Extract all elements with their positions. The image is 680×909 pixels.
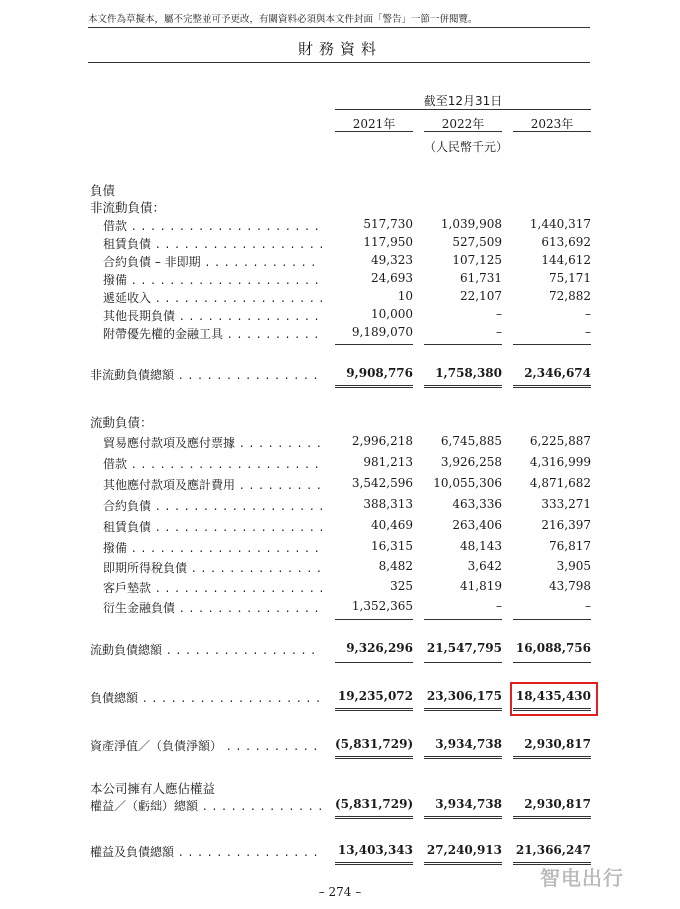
value-2022: 1,039,908 [440,217,502,231]
value-2022: 3,926,258 [440,455,502,469]
current-heading: 流動負債： [90,415,153,430]
value-2023: 4,871,682 [529,476,591,490]
value-2023: 613,692 [541,235,591,249]
value-2023: 72,882 [549,289,591,303]
equity-total-row [0,797,680,815]
value-2022: 41,819 [460,579,502,593]
row-label: 租賃負債 . . . [103,518,322,535]
table-row [0,235,680,253]
subtotal-rule [513,344,591,345]
page-number: – 274 – [318,885,362,899]
subtotal-rule [424,344,502,345]
period-header: 截至12月31日 [423,94,503,108]
value-2021: 325 [390,579,413,593]
value-2022: 3,934,738 [435,797,502,811]
value-2022: – [496,325,502,339]
subtotal-rule [424,662,502,663]
value-2023: 43,798 [549,579,591,593]
year-rule [424,131,502,132]
value-2023: 18,435,430 [515,689,591,703]
year-2022-header: 2022年 [441,117,485,131]
value-2021: 49,323 [371,253,413,267]
table-row [0,253,680,271]
value-2022: 48,143 [460,539,502,553]
value-2022: 23,306,175 [426,689,502,703]
current-total-row [0,641,680,659]
table-row [0,271,680,289]
row-label: 負債總額 . . . [90,689,322,706]
value-2022: 3,642 [467,559,502,573]
row-label: 合約負債 . . . [103,497,322,514]
value-2021: 9,326,296 [346,641,413,655]
value-2023: – [585,325,591,339]
value-2021: 10,000 [371,307,413,321]
subtotal-rule [335,344,413,345]
draft-notice: 本文件為草擬本，屬不完整並可予更改，有關資料必須與本文件封面「警告」一節一併閱覽。 [88,14,478,25]
value-2023: 144,612 [541,253,591,267]
row-label: 撥備 . . . [103,271,322,288]
double-rule [424,816,502,819]
double-rule [424,862,502,865]
year-2021-header: 2021年 [352,117,396,131]
double-rule [424,756,502,759]
double-rule [513,385,591,388]
value-2023: 75,171 [549,271,591,285]
subtotal-rule [335,619,413,620]
table-row [0,579,680,597]
value-2023: 333,271 [541,497,591,511]
subtotal-rule [424,619,502,620]
table-row [0,539,680,557]
top-rule [88,27,590,28]
table-row [0,476,680,494]
period-rule [335,109,591,110]
value-2023: 2,346,674 [524,366,591,380]
subtotal-rule [513,662,591,663]
table-row [0,325,680,343]
double-rule [424,708,502,711]
value-2022: – [496,599,502,613]
table-row [0,455,680,473]
row-label: 即期所得稅負債 . . . [103,559,322,576]
table-row [0,434,680,452]
non-current-heading: 非流動負債： [90,200,166,215]
unit-label: （人民幣千元） [424,140,509,154]
value-2023: – [585,307,591,321]
value-2021: 981,213 [363,455,413,469]
value-2021: 9,908,776 [346,366,413,380]
equity-heading: 本公司擁有人應佔權益 [90,781,216,796]
value-2022: 61,731 [460,271,502,285]
row-label: 其他長期負債 . . . [103,307,322,324]
double-rule [335,385,413,388]
value-2023: 6,225,887 [529,434,591,448]
value-2022: 21,547,795 [426,641,502,655]
title-rule [88,62,590,63]
value-2021: (5,831,729) [335,797,414,811]
subtotal-rule [513,619,591,620]
table-row [0,559,680,577]
row-label: 附帶優先權的金融工具 . . . [103,325,322,342]
value-2022: 22,107 [460,289,502,303]
table-row [0,599,680,617]
row-label: 非流動負債總額 . . . [90,366,322,383]
value-2021: 13,403,343 [337,843,413,857]
double-rule [513,816,591,819]
value-2023: 76,817 [549,539,591,553]
value-2021: 24,693 [371,271,413,285]
value-2021: (5,831,729) [335,737,414,751]
row-label: 貿易應付款項及應付票據 . . . [103,434,322,451]
value-2021: 19,235,072 [337,689,413,703]
row-label: 客戶墊款 . . . [103,579,322,596]
liabilities-heading: 負債 [90,183,116,198]
value-2021: 2,996,218 [351,434,413,448]
value-2022: 263,406 [452,518,502,532]
page-title: 財務資料 [297,40,382,58]
row-label: 借款 . . . [103,455,322,472]
row-label: 流動負債總額 . . . [90,641,322,658]
value-2023: 1,440,317 [529,217,591,231]
value-2023: 21,366,247 [515,843,591,857]
value-2021: 1,352,365 [351,599,413,613]
value-2021: 117,950 [363,235,413,249]
value-2022: 27,240,913 [426,843,502,857]
value-2021: 388,313 [363,497,413,511]
value-2023: – [585,599,591,613]
value-2023: 2,930,817 [524,737,591,751]
value-2023: 3,905 [556,559,591,573]
double-rule [513,756,591,759]
row-label: 撥備 . . . [103,539,322,556]
watermark: 智电出行 [540,866,624,890]
row-label: 其他應付款項及應計費用 . . . [103,476,322,493]
value-2022: – [496,307,502,321]
value-2021: 3,542,596 [351,476,413,490]
subtotal-rule [335,662,413,663]
row-label: 借款 . . . [103,217,322,234]
value-2022: 10,055,306 [433,476,502,490]
value-2021: 40,469 [371,518,413,532]
row-label: 資產淨值／（負債淨額） . . . [90,737,322,754]
double-rule [335,862,413,865]
table-row [0,518,680,536]
value-2021: 9,189,070 [351,325,413,339]
value-2023: 16,088,756 [515,641,591,655]
value-2022: 527,509 [452,235,502,249]
double-rule [424,385,502,388]
table-row [0,289,680,307]
value-2023: 2,930,817 [524,797,591,811]
value-2023: 4,316,999 [529,455,591,469]
value-2023: 216,397 [541,518,591,532]
non-current-total-row [0,366,680,384]
value-2021: 517,730 [363,217,413,231]
row-label: 權益／（虧絀）總額 . . . [90,797,322,814]
value-2022: 463,336 [452,497,502,511]
row-label: 合約負債 – 非即期 . . . [103,253,322,270]
table-row [0,497,680,515]
year-2023-header: 2023年 [530,117,574,131]
row-label: 權益及負債總額 . . . [90,843,322,860]
year-rule [513,131,591,132]
table-row [0,217,680,235]
value-2022: 6,745,885 [440,434,502,448]
net-assets-row [0,737,680,755]
value-2022: 3,934,738 [435,737,502,751]
value-2021: 10 [397,289,413,303]
highlight-box [510,682,598,716]
value-2021: 8,482 [378,559,413,573]
value-2021: 16,315 [371,539,413,553]
double-rule [335,756,413,759]
row-label: 衍生金融負債 . . . [103,599,322,616]
total-equity-liabilities-row [0,843,680,861]
double-rule [335,708,413,711]
row-label: 租賃負債 . . . [103,235,322,252]
year-rule [335,131,413,132]
value-2022: 1,758,380 [435,366,502,380]
double-rule [335,816,413,819]
row-label: 遞延收入 . . . [103,289,322,306]
value-2022: 107,125 [452,253,502,267]
table-row [0,307,680,325]
